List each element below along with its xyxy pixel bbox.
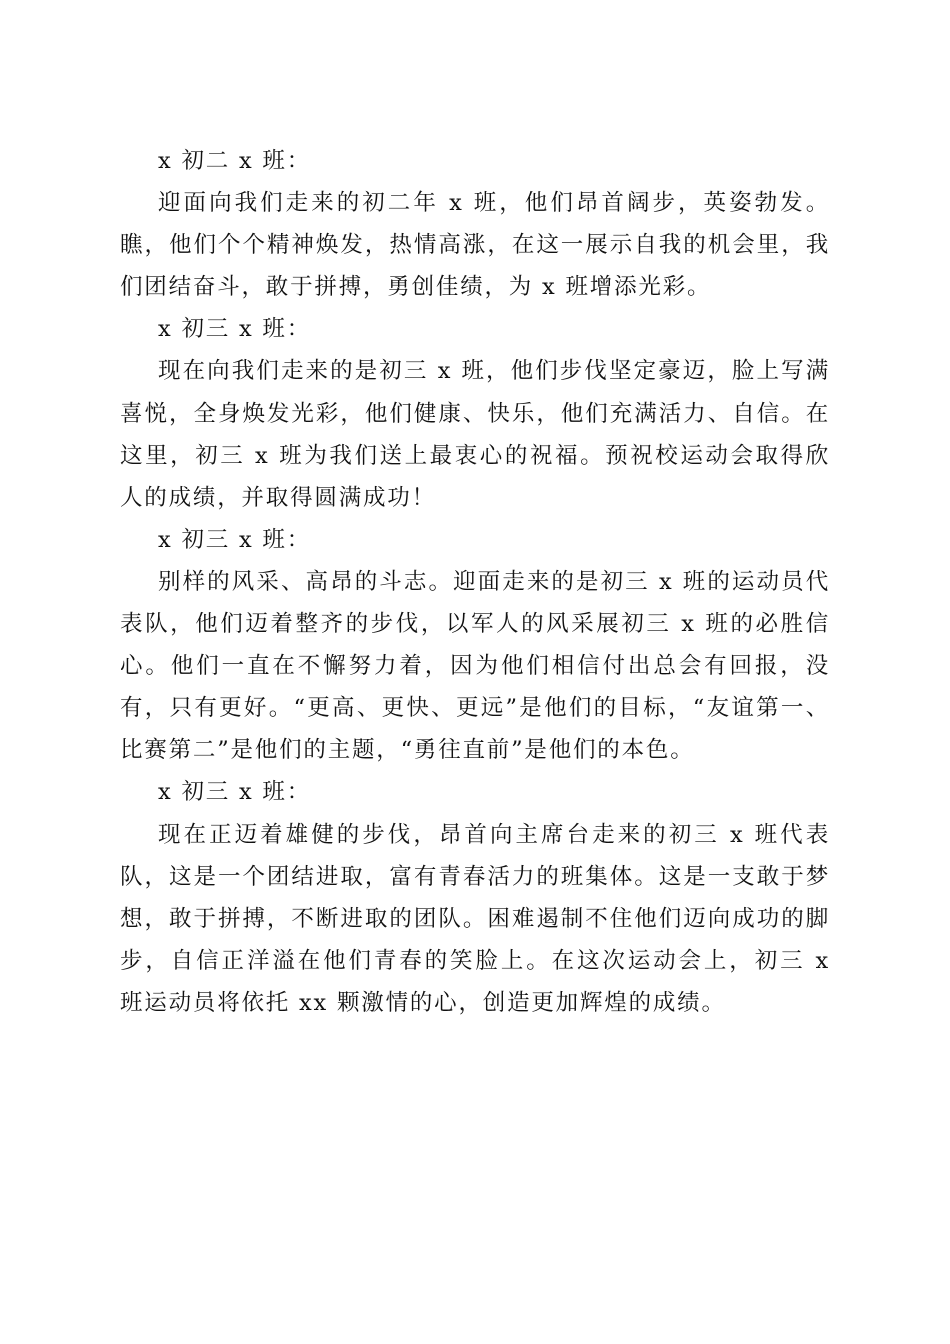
section-paragraph: 现在正迈着雄健的步伐，昂首向主席台走来的初三 x 班代表队，这是一个团结进取，富有青春活力的班集体。这是一支敢于梦想，敢于拼搏，不断进取的团队。困难遏制不住他们迈向成功的脚步，自信正洋溢在他们青春的笑脸上。在这次运动会上，初三 x 班运动员将依托 xx 颗激情的心，创造更加辉煌的成绩。 (120, 821, 830, 1016)
section-heading: x 初二 x 班： (158, 148, 312, 174)
document-body (120, 140, 830, 1024)
section-heading: x 初三 x 班： (158, 316, 312, 343)
section-heading: x 初三 x 班： (158, 779, 312, 806)
section-paragraph: 别样的风采、高昂的斗志。迎面走来的是初三 x 班的运动员代表队，他们迈着整齐的步伐，以军人的风采展初三 x 班的必胜信心。他们一直在不懈努力着，因为他们相信付出总会有回报，没有，只有更好。“更高、更快、更远”是他们的目标，“友谊第一、比赛第二”是他们的主题，“勇往直前”是他们的本色。 (120, 568, 830, 764)
section-paragraph: 现在向我们走来的是初三 x 班，他们步伐坚定豪迈，脸上写满喜悦，全身焕发光彩，他们健康、快乐，他们充满活力、自信。在这里，初三 x 班为我们送上最衷心的祝福。预祝校运动会取得欣人的成绩，并取得圆满成功！ (120, 358, 830, 511)
section-heading: x 初三 x 班： (158, 526, 312, 553)
section-paragraph: 迎面向我们走来的初二年 x 班，他们昂首阔步，英姿勃发。瞧，他们个个精神焕发，热情高涨，在这一展示自我的机会里，我们团结奋斗，敢于拼搏，勇创佳绩，为 x 班增添光彩。 (120, 190, 830, 301)
